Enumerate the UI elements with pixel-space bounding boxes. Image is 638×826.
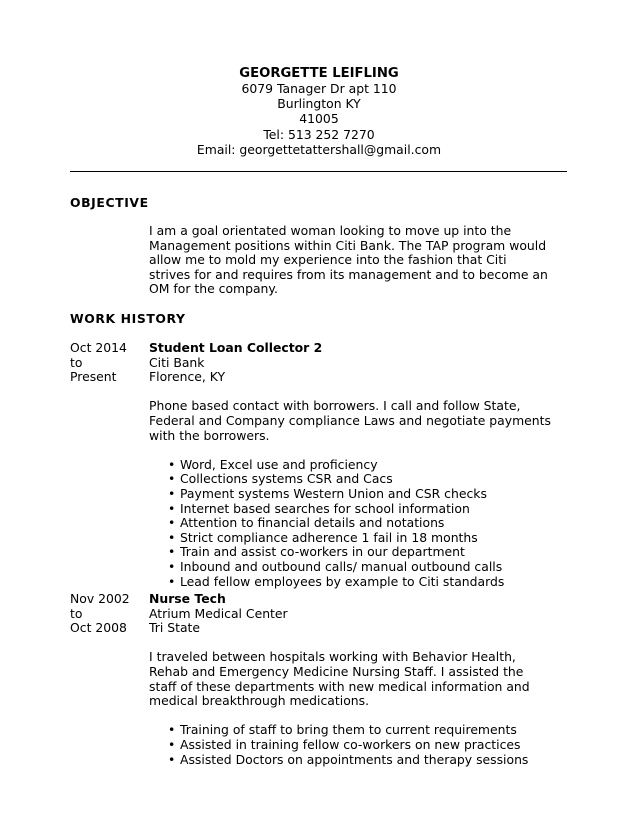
candidate-name: GEORGETTE LEIFLING <box>239 66 399 81</box>
description-line: Phone based contact with borrowers. I call and follow State, <box>149 398 521 414</box>
list-item: • Train and assist co-workers in our department <box>168 545 569 560</box>
list-item: • Lead fellow employees by example to Citi standards <box>168 575 569 590</box>
job-title: Student Loan Collector 2 <box>149 340 323 355</box>
objective-line: strives for and requires from its management and to become an <box>149 266 548 282</box>
list-item: • Word, Excel use and proficiency <box>168 458 569 473</box>
list-item: • Collections systems CSR and Cacs <box>168 472 569 487</box>
job-bullet-list <box>149 458 569 589</box>
objective-line: allow me to mold my experience into the fashion that Citi <box>149 252 507 268</box>
address-line-1: 6079 Tanager Dr apt 110 <box>241 81 397 96</box>
objective-line: I am a goal orientated woman looking to move up into the <box>149 223 512 238</box>
job-details <box>149 592 569 767</box>
contact-header <box>0 66 638 157</box>
description-line: I traveled between hospitals working with Behavior Health, <box>149 649 516 665</box>
description-line: medical breakthrough medications. <box>149 693 370 709</box>
description-line: Federal and Company compliance Laws and negotiate payments <box>149 412 551 428</box>
job-details <box>149 341 569 589</box>
objective-line: OM for the company. <box>149 281 278 297</box>
employer: Citi Bank <box>149 354 205 370</box>
job-location: Florence, KY <box>149 369 226 385</box>
date-from: Nov 2002 <box>70 591 130 606</box>
date-separator: to <box>70 605 83 621</box>
job-title: Nurse Tech <box>149 591 226 606</box>
description-line: staff of these departments with new medical information and <box>149 678 530 694</box>
address-line-2: Burlington KY <box>277 96 361 112</box>
zip-code: 41005 <box>299 111 339 127</box>
objective-text <box>149 224 569 297</box>
list-item: • Payment systems Western Union and CSR checks <box>168 487 569 502</box>
date-to: Oct 2008 <box>70 620 127 636</box>
job-bullet-list <box>149 723 569 767</box>
date-separator: to <box>70 354 83 370</box>
header-divider <box>70 171 567 172</box>
job-description <box>149 650 569 708</box>
phone-number: Tel: 513 252 7270 <box>263 126 375 142</box>
employer: Atrium Medical Center <box>149 605 288 621</box>
list-item: • Attention to financial details and notations <box>168 516 569 531</box>
work-history-heading: WORK HISTORY <box>70 311 186 326</box>
job-dates <box>70 341 148 385</box>
job-description <box>149 399 569 443</box>
email-address: Email: georgettetattershall@gmail.com <box>196 141 442 157</box>
objective-line: Management positions within Citi Bank. The TAP program would <box>149 237 547 253</box>
list-item: • Internet based searches for school information <box>168 502 569 517</box>
objective-heading: OBJECTIVE <box>70 195 149 210</box>
date-to: Present <box>70 369 117 385</box>
list-item: • Strict compliance adherence 1 fail in 18 months <box>168 531 569 546</box>
description-line: Rehab and Emergency Medicine Nursing Staff. I assisted the <box>149 663 524 679</box>
job-location: Tri State <box>149 620 201 636</box>
description-line: with the borrowers. <box>149 427 270 443</box>
date-from: Oct 2014 <box>70 340 127 355</box>
list-item: • Assisted in training fellow co-workers on new practices <box>168 738 569 753</box>
list-item: • Training of staff to bring them to current requirements <box>168 723 569 738</box>
list-item: • Inbound and outbound calls/ manual outbound calls <box>168 560 569 575</box>
job-dates <box>70 592 148 636</box>
list-item: • Assisted Doctors on appointments and therapy sessions <box>168 753 569 768</box>
